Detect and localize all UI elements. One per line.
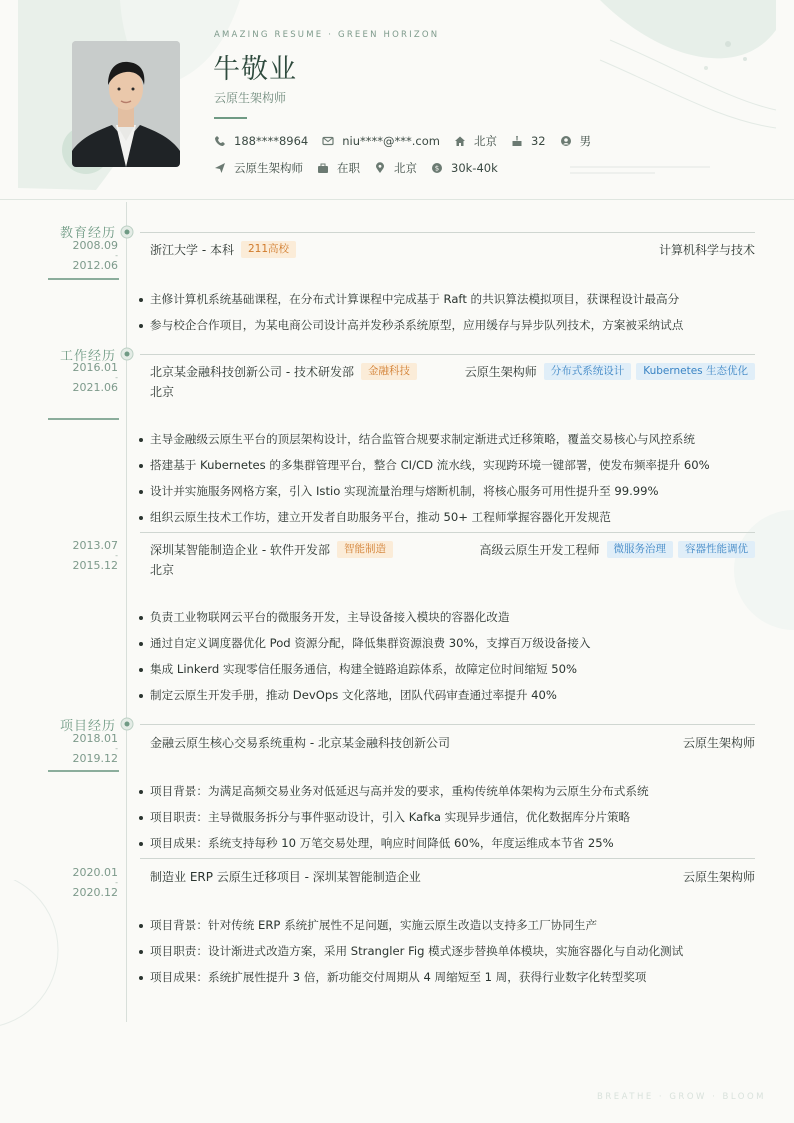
entry-divider: [140, 724, 755, 725]
work1-entry-header: [150, 363, 755, 400]
cake-icon: [511, 135, 523, 147]
date-separator: -: [115, 251, 118, 260]
work2-bullets: [138, 610, 758, 714]
education-date: [46, 240, 118, 271]
section-title-projects: 项目经历: [59, 719, 116, 734]
date-separator: -: [115, 744, 118, 753]
education-right: [659, 241, 755, 258]
entry-divider: [140, 232, 755, 233]
phone-text: 188****8964: [234, 134, 309, 148]
list-item: 主导金融级云原生平台的顶层架构设计，结合监管合规要求制定渐进式迁移策略，覆盖交易核心与风控系统: [138, 432, 758, 458]
resume-header: [0, 0, 794, 200]
section-title-work: 工作经历: [59, 349, 116, 364]
gender-icon: [560, 135, 572, 147]
list-item: 负责工业物联网云平台的微服务开发，主导设备接入模块的容器化改造: [138, 610, 758, 636]
email-text: niu****@***.com: [342, 134, 440, 148]
phone-icon: [214, 135, 226, 147]
skill-tag: 容器性能调优: [678, 541, 755, 558]
work1-start: 2016.01: [72, 361, 118, 374]
job-role: 云原生架构师: [464, 365, 537, 379]
list-item: 参与校企合作项目，为某电商公司设计高并发秒杀系统原型，应用缓存与异步队列技术，方案被采纳试点: [138, 318, 758, 344]
decorative-lines: [570, 166, 720, 176]
project2-right: [683, 868, 755, 885]
project1-date: [46, 733, 118, 764]
list-item: 集成 Linkerd 实现零信任服务通信，构建全链路追踪体系，故障定位时间缩短 50%: [138, 662, 758, 688]
major-name: 计算机科学与技术: [658, 243, 755, 257]
section-dot-projects: [121, 718, 134, 731]
entry-divider: [140, 858, 755, 859]
industry-tag: 智能制造: [337, 541, 393, 558]
project-role: 云原生架构师: [682, 736, 755, 750]
gender-item: [560, 133, 592, 149]
salary-text: 30k-40k: [451, 161, 498, 175]
work2-right: [479, 541, 755, 558]
candidate-name: 牛敬业: [213, 54, 297, 85]
status-item: [317, 160, 360, 176]
entry-divider: [140, 532, 755, 533]
intent-position-item: [214, 160, 303, 176]
location-pin-icon: [374, 162, 386, 174]
age-text: 32: [530, 134, 546, 148]
work2-start: 2013.07: [72, 539, 118, 552]
age-item: [511, 134, 546, 148]
project-name: 制造业 ERP 云原生迁移项目 - 深圳某智能制造企业: [150, 870, 421, 884]
date-separator: -: [115, 878, 118, 887]
date-underline: [48, 278, 119, 280]
date-underline: [48, 418, 119, 420]
project2-entry-header: [150, 868, 755, 885]
company-name: 深圳某智能制造企业 - 软件开发部: [150, 543, 330, 557]
education-end: 2012.06: [72, 259, 118, 272]
work1-date: [46, 362, 118, 393]
profile-photo: [72, 41, 180, 167]
project1-start: 2018.01: [72, 732, 118, 745]
school-tag: 211高校: [241, 241, 296, 258]
company-row: [150, 541, 393, 558]
project2-date: [46, 867, 118, 898]
project2-start: 2020.01: [72, 866, 118, 879]
mail-icon: [322, 135, 334, 147]
send-icon: [214, 162, 226, 174]
skill-tag: 分布式系统设计: [544, 363, 632, 380]
project1-left: [150, 734, 450, 751]
list-item: 项目背景：为满足高频交易业务对低延迟与高并发的要求，重构传统单体架构为云原生分布式系统: [138, 784, 758, 810]
intent-city-text: 北京: [394, 161, 417, 175]
project1-right: [683, 734, 755, 751]
candidate-title: 云原生架构师: [214, 91, 287, 105]
section-dot-education: [121, 226, 134, 239]
work1-end: 2021.06: [72, 381, 118, 394]
salary-item: [431, 161, 498, 175]
hometown-item: [454, 133, 497, 149]
project1-bullets: [138, 784, 758, 862]
project2-bullets: [138, 918, 758, 996]
list-item: 通过自定义调度器优化 Pod 资源分配，降低集群资源浪费 30%，支撑百万级设备接入: [138, 636, 758, 662]
phone-item: [214, 134, 308, 148]
project2-end: 2020.12: [72, 886, 118, 899]
intent-position-text: 云原生架构师: [234, 161, 303, 175]
section-title-education: 教育经历: [59, 226, 116, 241]
contact-info-row: [214, 133, 605, 149]
project2-left: [150, 868, 421, 885]
list-item: 项目背景：针对传统 ERP 系统扩展性不足问题，实施云原生改造以支持多工厂协同生产: [138, 918, 758, 944]
education-left: [150, 241, 296, 258]
work2-date: [46, 540, 118, 571]
work2-left: [150, 541, 393, 578]
company-row: [150, 363, 417, 380]
list-item: 主修计算机系统基础课程，在分布式计算课程中完成基于 Raft 的共识算法模拟项目，获课程设计最高分: [138, 292, 758, 318]
work2-entry-header: [150, 541, 755, 578]
status-text: 在职: [337, 161, 360, 175]
timeline-line: [126, 202, 127, 1022]
job-role: 高级云原生开发工程师: [479, 543, 600, 557]
company-name: 北京某金融科技创新公司 - 技术研发部: [150, 365, 354, 379]
list-item: 搭建基于 Kubernetes 的多集群管理平台，整合 CI/CD 流水线，实现跨环境一键部署，使发布频率提升 60%: [138, 458, 758, 484]
work-city: 北京: [150, 563, 175, 577]
title-underline: [214, 117, 247, 119]
brand-tagline: AMAZING RESUME · GREEN HORIZON: [214, 30, 440, 40]
salary-icon: [431, 162, 443, 174]
footer-tagline: BREATHE · GROW · BLOOM: [597, 1092, 766, 1102]
job-intent-row: [214, 160, 512, 176]
skill-tag: 微服务治理: [607, 541, 674, 558]
date-separator: -: [115, 551, 118, 560]
list-item: 项目成果：系统支持每秒 10 万笔交易处理，响应时间降低 60%，年度运维成本节省 25%: [138, 836, 758, 862]
education-start: 2008.09: [72, 239, 118, 252]
school-name: 浙江大学 - 本科: [150, 243, 234, 257]
industry-tag: 金融科技: [361, 363, 417, 380]
home-icon: [454, 135, 466, 147]
project-role: 云原生架构师: [682, 870, 755, 884]
project1-end: 2019.12: [72, 752, 118, 765]
work2-end: 2015.12: [72, 559, 118, 572]
project-name: 金融云原生核心交易系统重构 - 北京某金融科技创新公司: [150, 736, 450, 750]
education-entry-header: [150, 241, 755, 258]
work1-left: [150, 363, 417, 400]
gender-text: 男: [579, 134, 592, 148]
avatar-portrait: [72, 41, 180, 167]
entry-divider: [140, 354, 755, 355]
date-separator: -: [115, 373, 118, 382]
skill-tag: Kubernetes 生态优化: [636, 363, 755, 380]
intent-city-item: [374, 160, 417, 176]
svg-text:$: $: [434, 164, 440, 173]
work1-right: [465, 363, 755, 380]
date-underline: [48, 770, 119, 772]
list-item: 制定云原生开发手册，推动 DevOps 文化落地，团队代码审查通过率提升 40%: [138, 688, 758, 714]
education-bullets: [138, 292, 758, 344]
list-item: 项目成果：系统扩展性提升 3 倍，新功能交付周期从 4 周缩短至 1 周，获得行业数字化转型奖项: [138, 970, 758, 996]
school-row: [150, 241, 296, 258]
email-item: [322, 134, 440, 148]
list-item: 项目职责：主导微服务拆分与事件驱动设计，引入 Kafka 实现异步通信，优化数据库分片策略: [138, 810, 758, 836]
list-item: 设计并实施服务网格方案，引入 Istio 实现流量治理与熔断机制，将核心服务可用性提升至 99.99%: [138, 484, 758, 510]
briefcase-icon: [317, 162, 329, 174]
hometown-text: 北京: [473, 134, 497, 148]
section-dot-work: [121, 348, 134, 361]
work1-bullets: [138, 432, 758, 536]
list-item: 组织云原生技术工作坊，建立开发者自助服务平台，推动 50+ 工程师掌握容器化开发规范: [138, 510, 758, 536]
list-item: 项目职责：设计渐进式改造方案，采用 Strangler Fig 模式逐步替换单体模块，实施容器化与自动化测试: [138, 944, 758, 970]
left-decor-circle: [0, 880, 100, 1040]
work-city: 北京: [150, 385, 175, 399]
project1-entry-header: [150, 734, 755, 751]
